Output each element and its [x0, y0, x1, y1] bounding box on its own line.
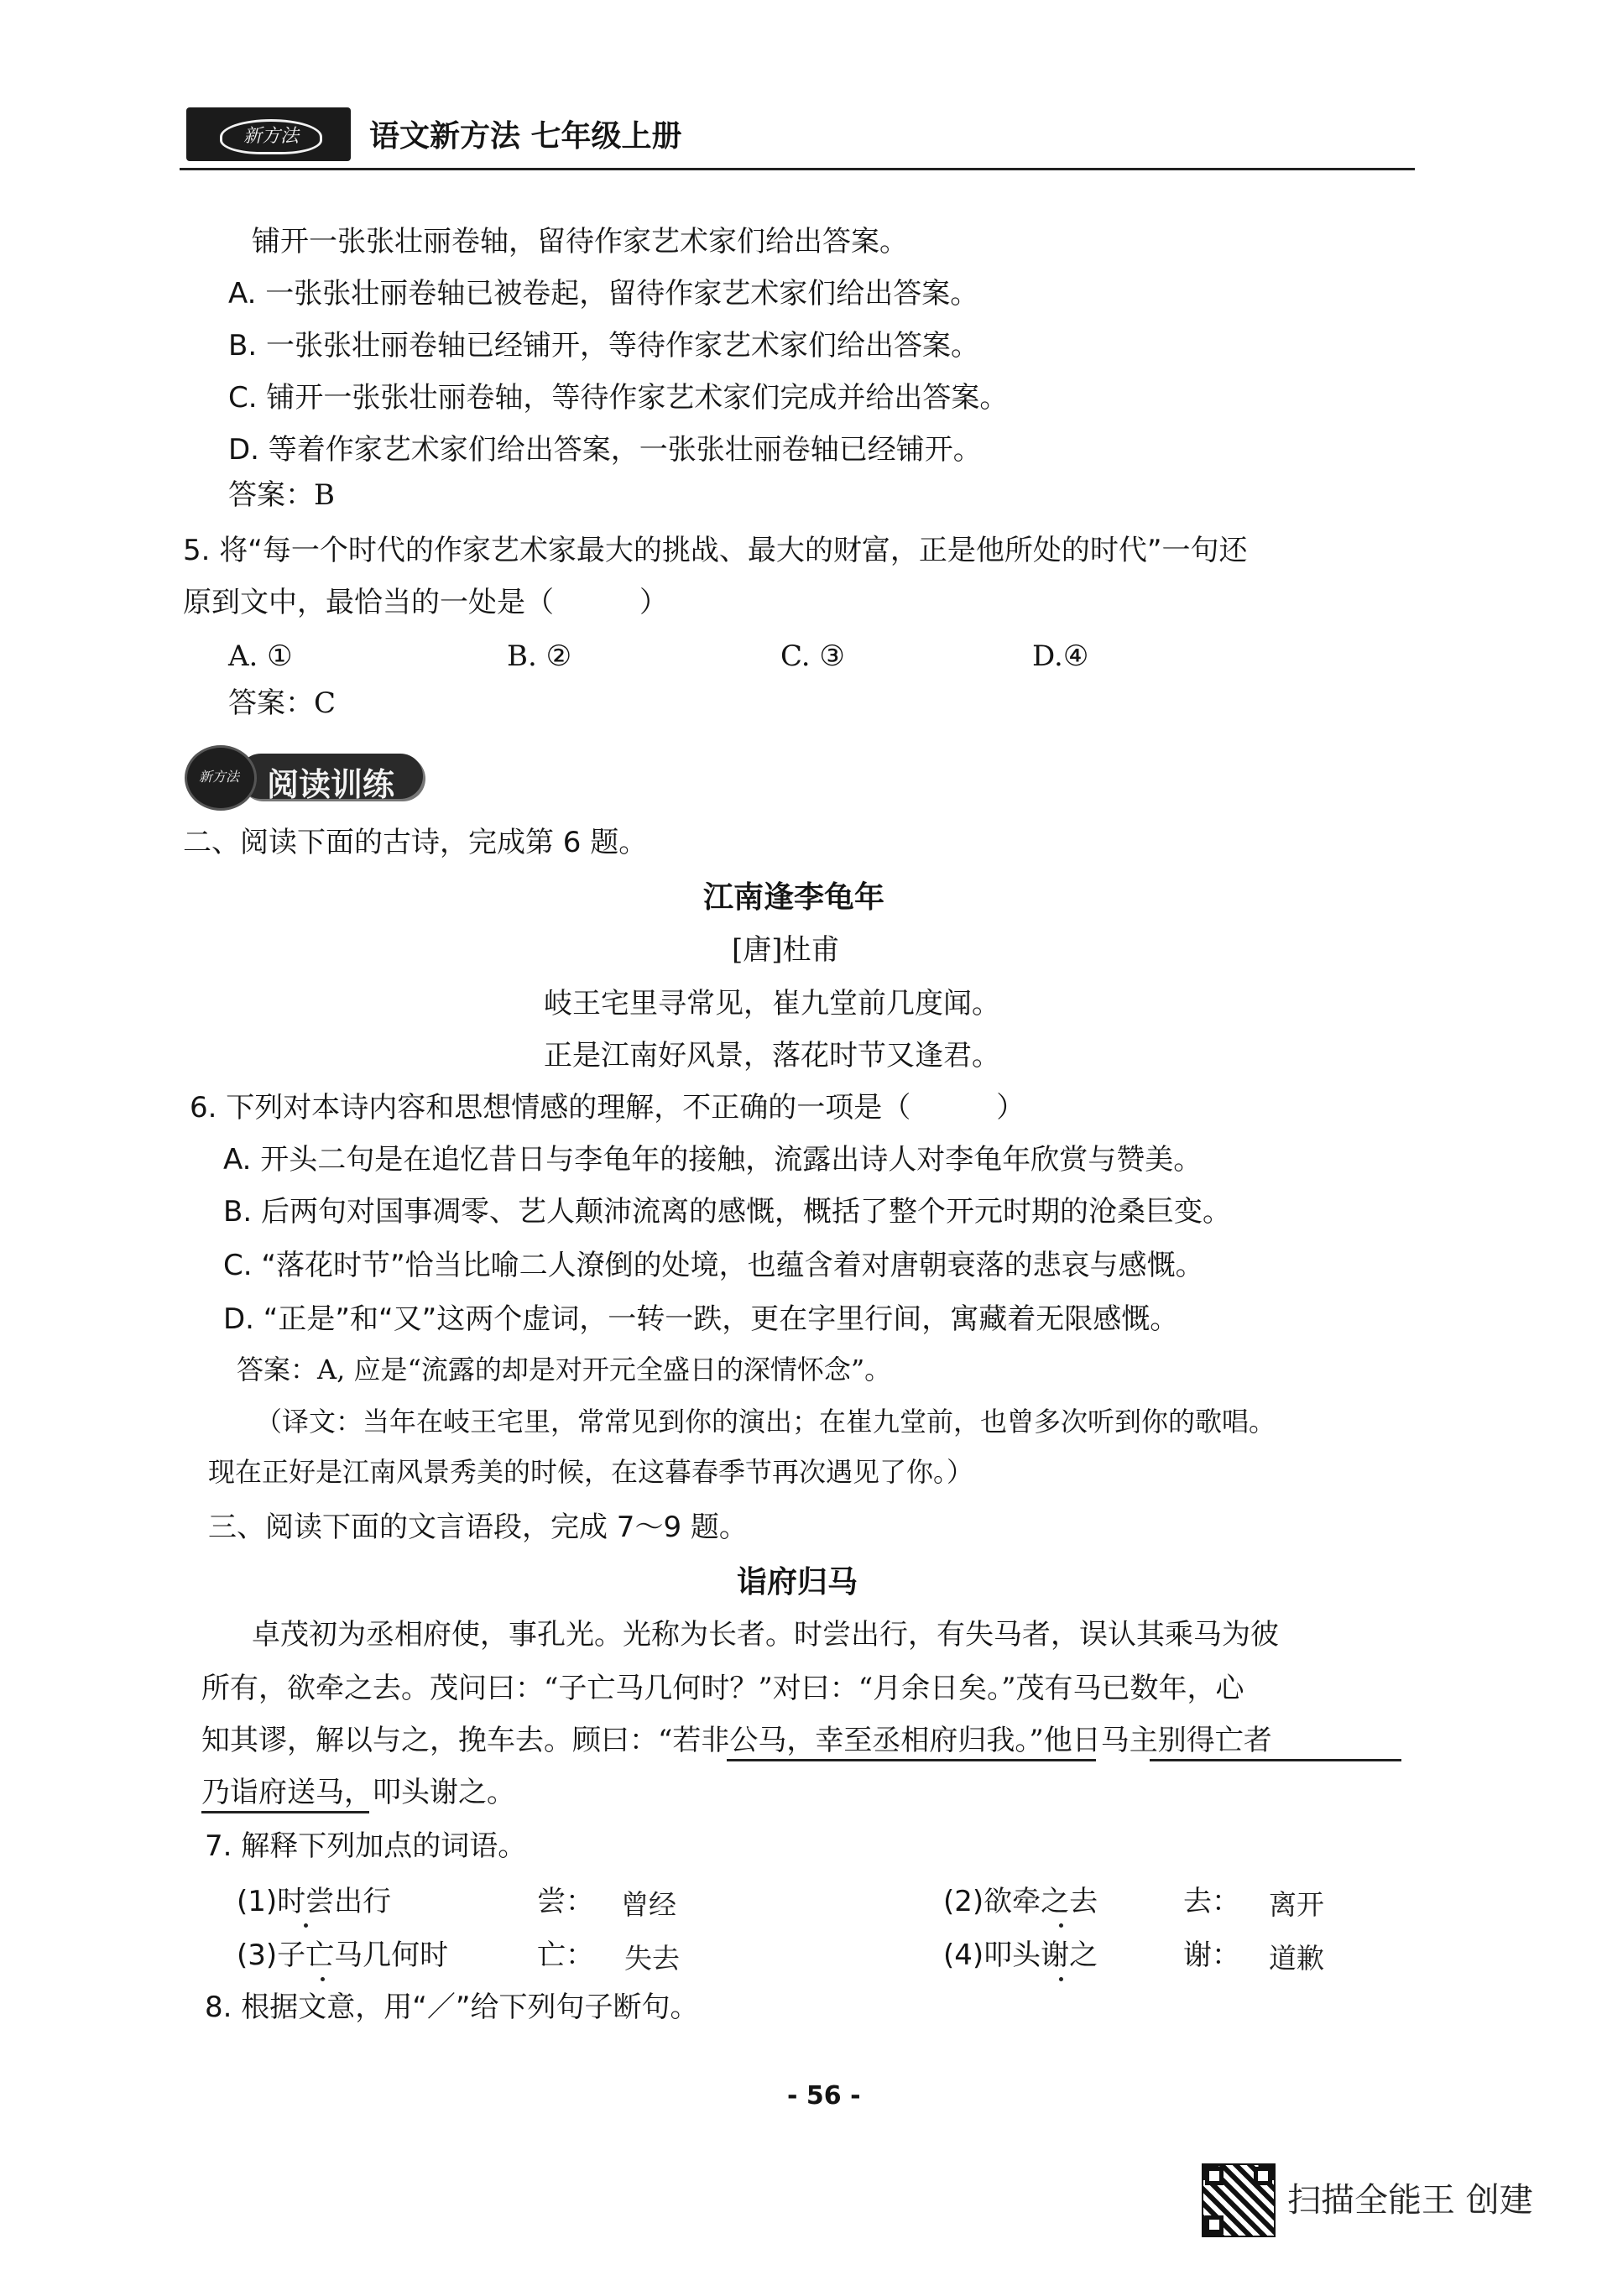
q7-item1-phrase: (1)时尝出行: [237, 1885, 392, 1918]
q5-stem-line1: 5. 将“每一个时代的作家艺术家最大的挑战、最大的财富，正是他所处的时代”一句还: [183, 534, 1248, 567]
q4-answer: 答案：B: [228, 478, 335, 512]
q7-item2-answer: 离开: [1269, 1888, 1324, 1921]
qr-corner: [1205, 2215, 1224, 2234]
q5-option-d: D.④: [1032, 639, 1089, 673]
poem-line-2: 正是江南好风景，落花时节又逢君。: [544, 1039, 1000, 1072]
emphasis-dot: [1059, 1923, 1063, 1928]
passage-line-1: 卓茂初为丞相府使，事孔光。光称为长者。时尝出行，有失马者，误认其乘马为彼: [252, 1618, 1279, 1652]
header-title: 语文新方法 七年级上册: [369, 119, 682, 154]
q7-stem: 7. 解释下列加点的词语。: [205, 1829, 527, 1863]
qr-corner: [1254, 2167, 1272, 2185]
header-logo-mark: 新方法: [220, 119, 322, 154]
q6-translation-line1: （译文：当年在岐王宅里，常常见到你的演出；在崔九堂前，也曾多次听到你的歌唱。: [255, 1406, 1276, 1438]
scanner-watermark: 扫描全能王 创建: [1287, 2181, 1533, 2220]
q6-option-b: B. 后两句对国事凋零、艺人颠沛流离的感慨，概括了整个开元时期的沧桑巨变。: [223, 1195, 1231, 1229]
q5-option-b: B. ②: [507, 639, 572, 673]
section-badge-label: 阅读训练: [267, 766, 395, 803]
poem-author: [唐]杜甫: [732, 933, 840, 967]
underline-quote: [727, 1759, 1096, 1761]
passage-line-2: 所有，欲牵之去。茂问曰：“子亡马几何时？”对曰：“月余日矣。”茂有马已数年，心: [201, 1672, 1244, 1705]
q5-stem-line2: 原到文中，最恰当的一处是（ ）: [183, 586, 668, 619]
q4-option-b: B. 一张张壮丽卷轴已经铺开，等待作家艺术家们给出答案。: [228, 329, 979, 363]
q4-option-a: A. 一张张壮丽卷轴已被卷起，留待作家艺术家们给出答案。: [228, 277, 979, 310]
q6-translation-line2: 现在正好是江南风景秀美的时候，在这暮春季节再次遇见了你。）: [208, 1456, 974, 1488]
header-rule: [180, 168, 1415, 170]
section-badge-pill: [238, 754, 423, 803]
emphasis-dot: [304, 1923, 308, 1928]
passage-line-3: 知其谬，解以与之，挽车去。顾曰：“若非公马，幸至丞相府归我。”他日马主别得亡者: [201, 1724, 1272, 1757]
section-badge-logo: [185, 745, 257, 811]
part3-intro: 三、阅读下面的文言语段，完成 7～9 题。: [208, 1511, 748, 1544]
poem-title: 江南逢李龟年: [703, 880, 885, 915]
q7-item4-word: 谢：: [1183, 1939, 1240, 1972]
header-logo: [186, 107, 351, 161]
q4-option-d: D. 等着作家艺术家们给出答案，一张张壮丽卷轴已经铺开。: [228, 433, 982, 467]
q6-option-d: D. “正是”和“又”这两个虚词，一转一跌，更在字里行间，寓藏着无限感慨。: [223, 1302, 1179, 1336]
passage-title: 诣府归马: [737, 1565, 858, 1599]
q5-option-c: C. ③: [780, 639, 845, 673]
q7-item2-word: 去：: [1183, 1885, 1240, 1918]
q7-item4-answer: 道歉: [1269, 1942, 1324, 1975]
q6-stem: 6. 下列对本诗内容和思想情感的理解，不正确的一项是（ ）: [190, 1091, 1025, 1125]
underline-sentence-a: [1150, 1759, 1401, 1761]
qr-corner: [1205, 2167, 1224, 2185]
q5-answer: 答案：C: [228, 686, 337, 720]
part2-intro: 二、阅读下面的古诗，完成第 6 题。: [183, 826, 648, 859]
q7-item1-word: 尝：: [537, 1885, 594, 1918]
qr-code-icon: [1202, 2163, 1276, 2237]
q7-item3-answer: 失去: [624, 1942, 680, 1975]
q6-option-c: C. “落花时节”恰当比喻二人潦倒的处境，也蕴含着对唐朝衰落的悲哀与感慨。: [223, 1249, 1204, 1282]
q4-option-c: C. 铺开一张张壮丽卷轴，等待作家艺术家们完成并给出答案。: [228, 381, 1009, 415]
emphasis-dot: [1059, 1977, 1063, 1981]
emphasis-dot: [321, 1977, 325, 1981]
section-badge-logo-text: 新方法: [199, 769, 240, 785]
q4-lead: 铺开一张张壮丽卷轴，留待作家艺术家们给出答案。: [252, 225, 908, 258]
q6-option-a: A. 开头二句是在追忆昔日与李龟年的接触，流露出诗人对李龟年欣赏与赞美。: [223, 1143, 1203, 1177]
page-number: - 56 -: [787, 2081, 861, 2111]
q5-option-a: A. ①: [228, 639, 293, 673]
underline-sentence-b: [201, 1811, 369, 1813]
q6-answer: 答案：A, 应是“流露的却是对开元全盛日的深情怀念”。: [237, 1354, 892, 1385]
q7-item1-answer: 曾经: [621, 1888, 676, 1921]
q7-item4-phrase: (4)叩头谢之: [943, 1939, 1098, 1972]
poem-line-1: 岐王宅里寻常见，崔九堂前几度闻。: [544, 987, 1000, 1020]
section-badge: [185, 742, 428, 809]
q7-item2-phrase: (2)欲牵之去: [943, 1885, 1098, 1918]
passage-line-4: 乃诣府送马，叩头谢之。: [201, 1776, 515, 1809]
q7-item3-word: 亡：: [537, 1939, 594, 1972]
q7-item3-phrase: (3)子亡马几何时: [237, 1939, 449, 1972]
q8-stem: 8. 根据文意，用“／”给下列句子断句。: [205, 1991, 699, 2024]
